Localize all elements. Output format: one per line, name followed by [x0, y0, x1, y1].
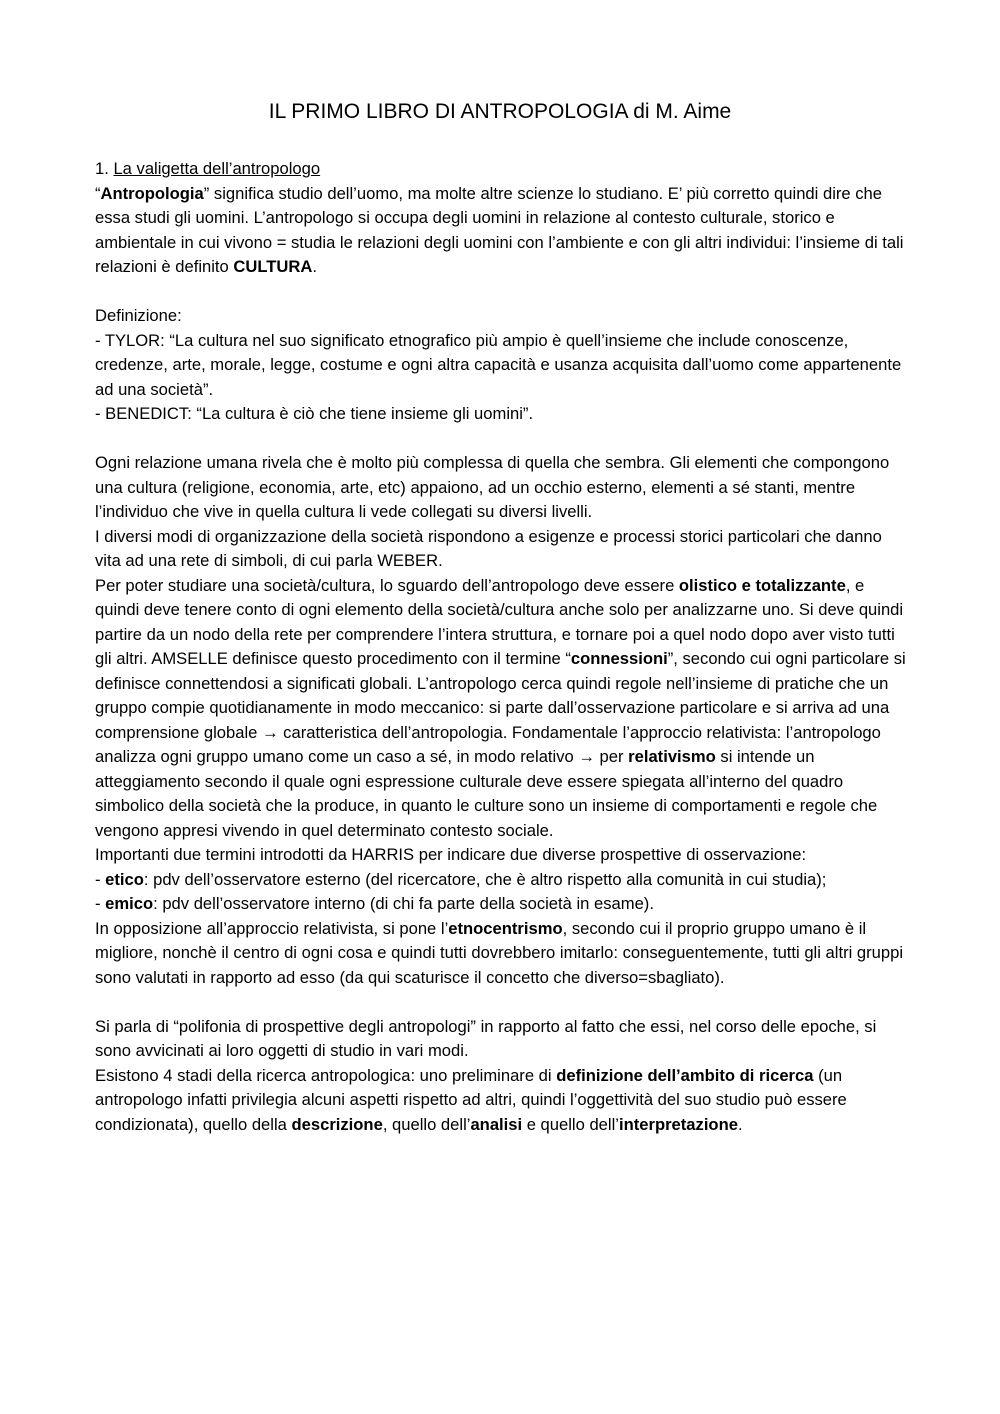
bold-term-antropologia: Antropologia — [100, 183, 204, 203]
paragraph-gap — [95, 280, 910, 305]
paragraph-antropologia — [95, 182, 910, 280]
definition-benedict: - BENEDICT: “La cultura è ciò che tiene insieme gli uomini”. — [95, 404, 534, 423]
text-run: Esistono 4 stadi della ricerca antropologica: uno preliminare di — [95, 1065, 557, 1085]
paragraph-relazione-umana: Ogni relazione umana rivela che è molto più complessa di quella che sembra. Gli elementi che compongono una cultura (religione, economia, arte, etc) appaiono, ad un occhio esterno, elementi a sé stanti, mentre l’individuo che vive in quella cultura li vede collegati su diversi livelli. — [95, 453, 890, 521]
paragraph-sguardo-olistico — [95, 574, 910, 844]
paragraph-gap — [95, 990, 910, 1015]
section-heading — [95, 157, 910, 182]
text-run: Per poter studiare una società/cultura, lo sguardo dell’antropologo deve essere — [95, 575, 679, 595]
list-item-emico — [95, 892, 910, 917]
text-run: , secondo cui il proprio gruppo umano è il migliore, nonchè il centro di ogni cosa e quindi tutti dovrebbero imitarlo: conseguentemente, tutti gli altri gruppi sono valutati in rapporto ad esso (da qui scaturisce il concetto che diverso=sbagliato). — [95, 918, 904, 987]
bold-term-olistico: olistico e totalizzante — [678, 575, 846, 595]
text-run: - — [95, 869, 106, 889]
text-run: : pdv dell’osservatore interno (di chi fa parte della società in esame). — [153, 894, 654, 913]
text-run: ”, secondo cui ogni particolare si definisce connettendosi a significati globali. L’antropologo cerca quindi regole nell’insieme di pratiche che un gruppo compie quotidianamente in modo meccanico: si parte dall’osservazione particolare e si arriva ad una comprensione globale → caratteristica dell’antropologia. Fondamentale l’approccio relativista: l’antropologo analizza ogni gruppo umano come un caso a sé, in modo relativo → per — [95, 649, 906, 766]
text-run: In opposizione all’approccio relativista, si pone l’ — [95, 918, 449, 938]
paragraph-etnocentrismo — [95, 917, 910, 991]
definition-tylor: - TYLOR: “La cultura nel suo significato etnografico più ampio è quell’insieme che include conoscenze, credenze, arte, morale, legge, costume e ogni altra capacità e usanza acquisita dall’uomo come appartenente ad una società”. — [95, 330, 902, 399]
text-run: e quello dell’ — [522, 1114, 619, 1134]
definition-label: Definizione: — [95, 306, 182, 325]
document-body — [95, 157, 910, 1137]
bold-term-analisi: analisi — [470, 1114, 523, 1134]
paragraph-harris: Importanti due termini introdotti da HARRIS per indicare due diverse prospettive di osservazione: — [95, 845, 807, 864]
section-title: La valigetta dell’antropologo — [113, 159, 321, 178]
bold-term-emico: emico — [105, 894, 154, 913]
bold-term-descrizione: descrizione — [291, 1114, 383, 1134]
list-item-etico — [95, 868, 910, 893]
text-run: : pdv dell’osservatore esterno (del ricercatore, che è altro rispetto alla comunità in cui studia); — [143, 869, 827, 889]
paragraph-polifonia: Si parla di “polifonia di prospettive degli antropologi” in rapporto al fatto che essi, nel corso delle epoche, si sono avvicinati ai loro oggetti di studio in vari modi. — [95, 1016, 877, 1060]
bold-term-definizione: definizione dell’ambito di ricerca — [556, 1065, 814, 1085]
text-run: . — [737, 1114, 743, 1134]
text-run: “ — [95, 183, 101, 203]
bold-term-etico: etico — [105, 869, 144, 889]
text-run: (un antropologo infatti privilegia alcuni aspetti rispetto ad altri, quindi l’oggettività del suo studio può essere condizionata), quello della — [95, 1065, 847, 1134]
paragraph-stadi-ricerca — [95, 1064, 910, 1138]
paragraph-organizzazione: I diversi modi di organizzazione della società rispondono a esigenze e processi storici particolari che danno vita ad una rete di simboli, di cui parla WEBER. — [95, 526, 882, 570]
text-run: , quello dell’ — [382, 1114, 471, 1134]
section-number: 1. — [95, 159, 114, 178]
text-run: si intende un atteggiamento secondo il quale ogni espressione culturale deve essere spiegata all’interno del quadro simbolico della società che la produce, in quanto le culture sono un insieme di comportamenti e regole che vengono appresi vivendo in quel determinato contesto sociale. — [95, 747, 878, 840]
text-run: - — [95, 894, 106, 913]
text-run: ” significa studio dell’uomo, ma molte altre scienze lo studiano. E’ più corretto quindi dire che essa studi gli uomini. L’antropologo si occupa degli uomini in relazione al contesto culturale, storico e ambientale in cui vivono = studia le relazioni degli uomini con l’ambiente e con gli altri individui: l’insieme di tali relazioni è definito — [95, 183, 904, 276]
bold-term-etnocentrismo: etnocentrismo — [448, 918, 563, 938]
bold-term-connessioni: connessioni — [570, 649, 668, 668]
text-run: , e quindi deve tenere conto di ogni elemento della società/cultura anche solo per analizzarne uno. Si deve quindi partire da un nodo della rete per comprendere l’intera struttura, e tornare poi a quel nodo dopo aver visto tutti gli altri. AMSELLE definisce questo procedimento con il termine “ — [95, 575, 904, 668]
bold-term-relativismo: relativismo — [628, 747, 716, 766]
text-run: . — [312, 257, 317, 276]
bold-term-cultura: CULTURA — [233, 257, 313, 276]
bold-term-interpretazione: interpretazione — [618, 1114, 738, 1134]
document-title: IL PRIMO LIBRO DI ANTROPOLOGIA di M. Aime — [268, 100, 732, 123]
paragraph-gap — [95, 427, 910, 452]
